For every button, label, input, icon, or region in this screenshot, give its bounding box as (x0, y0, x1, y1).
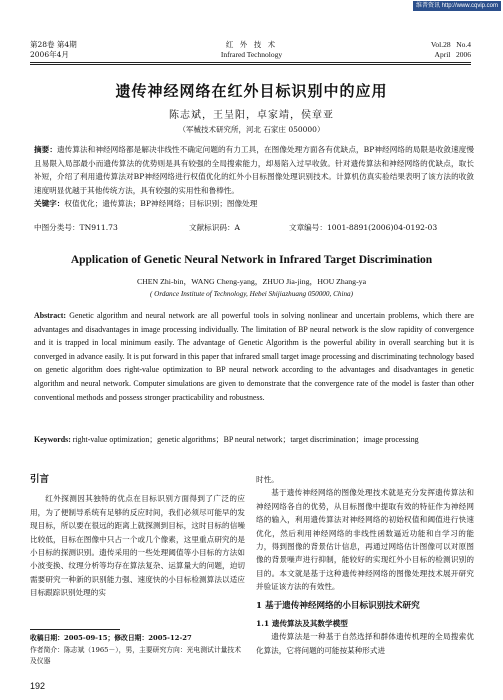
left-column (30, 473, 245, 600)
date-en: April 2006 (434, 50, 471, 59)
classification-line (34, 222, 474, 233)
footnote (30, 633, 245, 668)
section-1-1-paragraph: 遗传算法是一种基于自然选择和群体遗传机理的全局搜索优化算法，它将问题的可能按某种形式进 (256, 632, 474, 655)
section-1-1-heading: 1.1 遗传算法及其数学模型 (256, 619, 348, 629)
right-col-paragraph: 基于遗传神经网络的图像处理技术就是充分发挥遗传算法和神经网络各自的优势，从目标图像中提取有效的特征作为神经网络的输入，利用遗传算法对神经网络的初始权值和阈值进行快速优化，然后利用神经网络的非线性函数逼近功能和自学习的能力，得到图像的背景估计信息，再通过网络估计图像可以对原图像的背景噪声进行抑制，能较好的实现红外小目标的检测识别的目的。本文就是基于这种遗传神经网络的图像处理技术展开研究并验证该方法的有效性。 (256, 488, 474, 592)
abstract-cn (34, 143, 474, 211)
volume-issue-cn: 第28卷 第4期 (30, 40, 77, 49)
authors-en: CHEN Zhi-bin，WANG Cheng-yang，ZHUO Jia-jing，HOU Zhang-ya (136, 277, 367, 286)
section-1-heading: 1 基于遗传神经网络的小目标识别技术研究 (256, 600, 420, 611)
affiliation-cn: （军械技术研究所，河北 石家庄 050000） (178, 125, 325, 134)
paper-title-cn: 遗传神经网络在红外目标识别中的应用 (115, 82, 388, 100)
abstract-en (34, 309, 474, 404)
journal-name-en: Infrared Technology (220, 50, 283, 59)
document-code: 文献标识码：A (189, 223, 241, 232)
keywords-cn-label: 关键字： (34, 199, 65, 208)
article-id: 文章编号：1001-8891(2006)04-0192-03 (289, 223, 438, 232)
keywords-en-text: right-value optimization；genetic algorithms；BP neural network；target discrimination；image processing (70, 435, 419, 444)
paper-title-en: Application of Genetic Neural Network in Infrared Target Discrimination (70, 254, 433, 266)
watermark-banner: 维普资讯 http://www.cqvip.com (413, 1, 501, 11)
clc-number: 中图分类号：TN911.73 (34, 223, 118, 232)
right-col-continuation: 时性。 (256, 475, 279, 484)
abstract-en-label: Abstract: (34, 311, 66, 320)
header-right (431, 40, 471, 60)
authors-cn: 陈志斌，王呈阳，卓家靖，侯章亚 (169, 110, 334, 121)
author-intro: 作者简介：陈志斌（1965－），男，主要研究方向：光电测试计量技术及仪器 (30, 645, 242, 665)
date-cn: 2006年4月 (30, 50, 69, 59)
header-center (0, 40, 503, 60)
intro-paragraph: 红外探测因其独特的优点在目标识别方面得到了广泛的应用，为了便制导系统有足够的反应时间，我们必须尽可能早的发现目标，所以要在很远的距离上就探测到目标，这时目标的信噪比较低，目标在图像中只占一个或几个像素，这里重点研究的是小目标的探测识别。遗传采用的一些处理阈值等小目标的方法如小波变换、纹理分析等均存在算法复杂、运算量大的问题，迫切需要研究一种新的识别能力强、速度快的小目标检测算法以适应目标跟踪识别处理的实 (30, 494, 245, 598)
header-rule-second (30, 64, 471, 65)
journal-name-cn: 红 外 技 术 (225, 40, 278, 49)
footnote-rule (30, 629, 120, 630)
volume-issue-en: Vol.28 No.4 (430, 40, 471, 49)
header-rule (30, 62, 471, 63)
abstract-en-text: Genetic algorithm and neural network are all powerful tools in solving nonlinear and uncertain problems, which there are advantages and disadvantages in image processing individually. The limitation of BP neural network is the slow rapidity of convergence and it is trapped in local minimum easily. The advantage of Genetic Algorithm is the powerful ability in overall searching but it is converged in advance easily. It is put forward in this paper that infrared small target image processing and discriminating technology based on genetic algorithm does right-value optimization to BP neural network according to the advantages and disadvantages in genetic algorithm and neural network. Computer simulations are given to demonstrate that the convergence rate of the model is faster than other conventional methods and possess stronger practicability and robustness. (34, 311, 474, 402)
received-dates: 收稿日期：2005-09-15；修改日期：2005-12-27 (30, 634, 192, 642)
affiliation-en: ( Ordance Institute of Technology, Hebei Shijiazhuang 050000, China) (149, 290, 354, 298)
right-column (256, 473, 474, 657)
page-number: 192 (30, 681, 46, 691)
keywords-en-label: Keywords: (34, 435, 71, 444)
keywords-en (34, 433, 474, 447)
intro-heading: 引言 (30, 474, 50, 485)
abstract-cn-label: 摘要： (34, 145, 57, 154)
keywords-cn-text: 权值优化；遗传算法；BP神经网络；目标识别；图像处理 (64, 199, 258, 208)
abstract-cn-text: 遗传算法和神经网络都是解决非线性不确定问题的有力工具，在图像处理方面各有优缺点，BP神经网络的局限是收敛速度慢且易限入局部最小而遗传算法的优势则是具有较强的全局搜索能力，却易陷入过早收敛。针对遗传算法和神经网络的优缺点，取长补短，介绍了利用遗传算法对BP神经网络进行权值优化的红外小目标图像处理识别技术。计算机仿真实验结果表明了该方法的收敛速度明显优越于其他传统方法，具有较强的实用性和鲁棒性。 (34, 145, 474, 195)
